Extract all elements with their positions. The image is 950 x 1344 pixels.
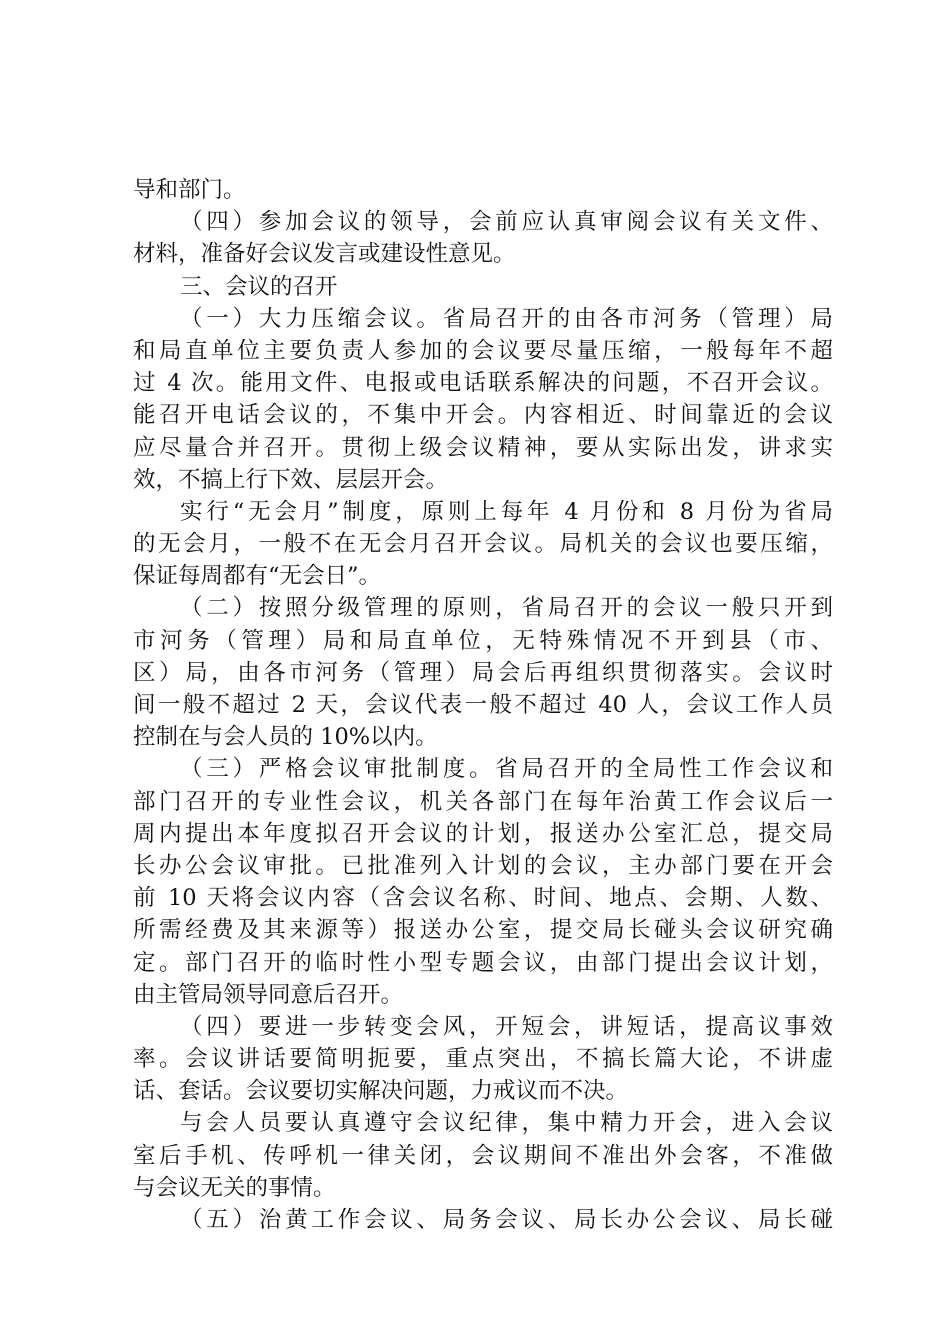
text-line: 话、套话。会议要切实解决问题，力戒议而不决。	[133, 1078, 629, 1105]
text-line: 实行“无会月”制度，原则上每年 4 月份和 8 月份为省局	[180, 498, 833, 525]
text-line: 定。部门召开的临时性小型专题会议，由部门提出会议计划，	[133, 949, 833, 976]
text-line: 导和部门。	[133, 177, 246, 203]
text-line: 间一般不超过 2 天，会议代表一般不超过 40 人，会议工作人员	[133, 692, 833, 718]
text-line: 区）局，由各市河务（管理）局会后再组织贯彻落实。会议时	[133, 659, 833, 686]
text-line: （一）大力压缩会议。省局召开的由各市河务（管理）局	[180, 305, 833, 332]
text-line: （四）参加会议的领导，会前应认真审阅会议有关文件、	[180, 209, 833, 236]
text-line: 室后手机、传呼机一律关闭，会议期间不准出外会客，不准做	[133, 1142, 833, 1169]
text-line: 由主管局领导同意后召开。	[133, 981, 404, 1008]
text-line: 效，不搞上行下效、层层开会。	[133, 466, 449, 493]
text-line: 与会人员要认真遵守会议纪律，集中精力开会，进入会议	[180, 1110, 833, 1137]
text-line: 和局直单位主要负责人参加的会议要尽量压缩，一般每年不超	[133, 337, 833, 364]
text-line: （三）严格会议审批制度。省局召开的全局性工作会议和	[180, 756, 833, 783]
text-line: 周内提出本年度拟召开会议的计划，报送办公室汇总，提交局	[133, 820, 833, 847]
text-line: 保证每周都有“无会日”。	[133, 563, 382, 590]
document-body-text	[133, 174, 833, 1236]
text-line: 部门召开的专业性会议，机关各部门在每年治黄工作会议后一	[133, 788, 833, 815]
text-line: （五）治黄工作会议、局务会议、局长办公会议、局长碰	[180, 1207, 833, 1233]
text-line: （四）要进一步转变会风，开短会，讲短话，提高议事效	[180, 1013, 833, 1040]
text-line: 与会议无关的事情。	[133, 1174, 336, 1201]
text-line: 能召开电话会议的，不集中开会。内容相近、时间靠近的会议	[133, 402, 833, 429]
text-line: 所需经费及其来源等）报送办公室，提交局长碰头会议研究确	[133, 917, 833, 944]
text-line: 长办公会议审批。已批准列入计划的会议，主办部门要在开会	[133, 852, 833, 879]
text-line: 三、会议的召开	[180, 273, 338, 300]
text-line: （二）按照分级管理的原则，省局召开的会议一般只开到	[180, 595, 833, 622]
text-line: 的无会月，一般不在无会月召开会议。局机关的会议也要压缩，	[133, 531, 833, 558]
text-line: 材料，准备好会议发言或建设性意见。	[133, 241, 516, 268]
text-line: 率。会议讲话要简明扼要，重点突出，不搞长篇大论，不讲虚	[133, 1046, 833, 1073]
text-line: 过 4 次。能用文件、电报或电话联系解决的问题，不召开会议。	[133, 370, 833, 397]
text-line: 前 10 天将会议内容（含会议名称、时间、地点、会期、人数、	[133, 885, 833, 912]
text-line: 市河务（管理）局和局直单位，无特殊情况不开到县（市、	[133, 627, 833, 654]
text-line: 应尽量合并召开。贯彻上级会议精神，要从实际出发，讲求实	[133, 434, 833, 461]
text-line: 控制在与会人员的 10%以内。	[133, 724, 438, 751]
